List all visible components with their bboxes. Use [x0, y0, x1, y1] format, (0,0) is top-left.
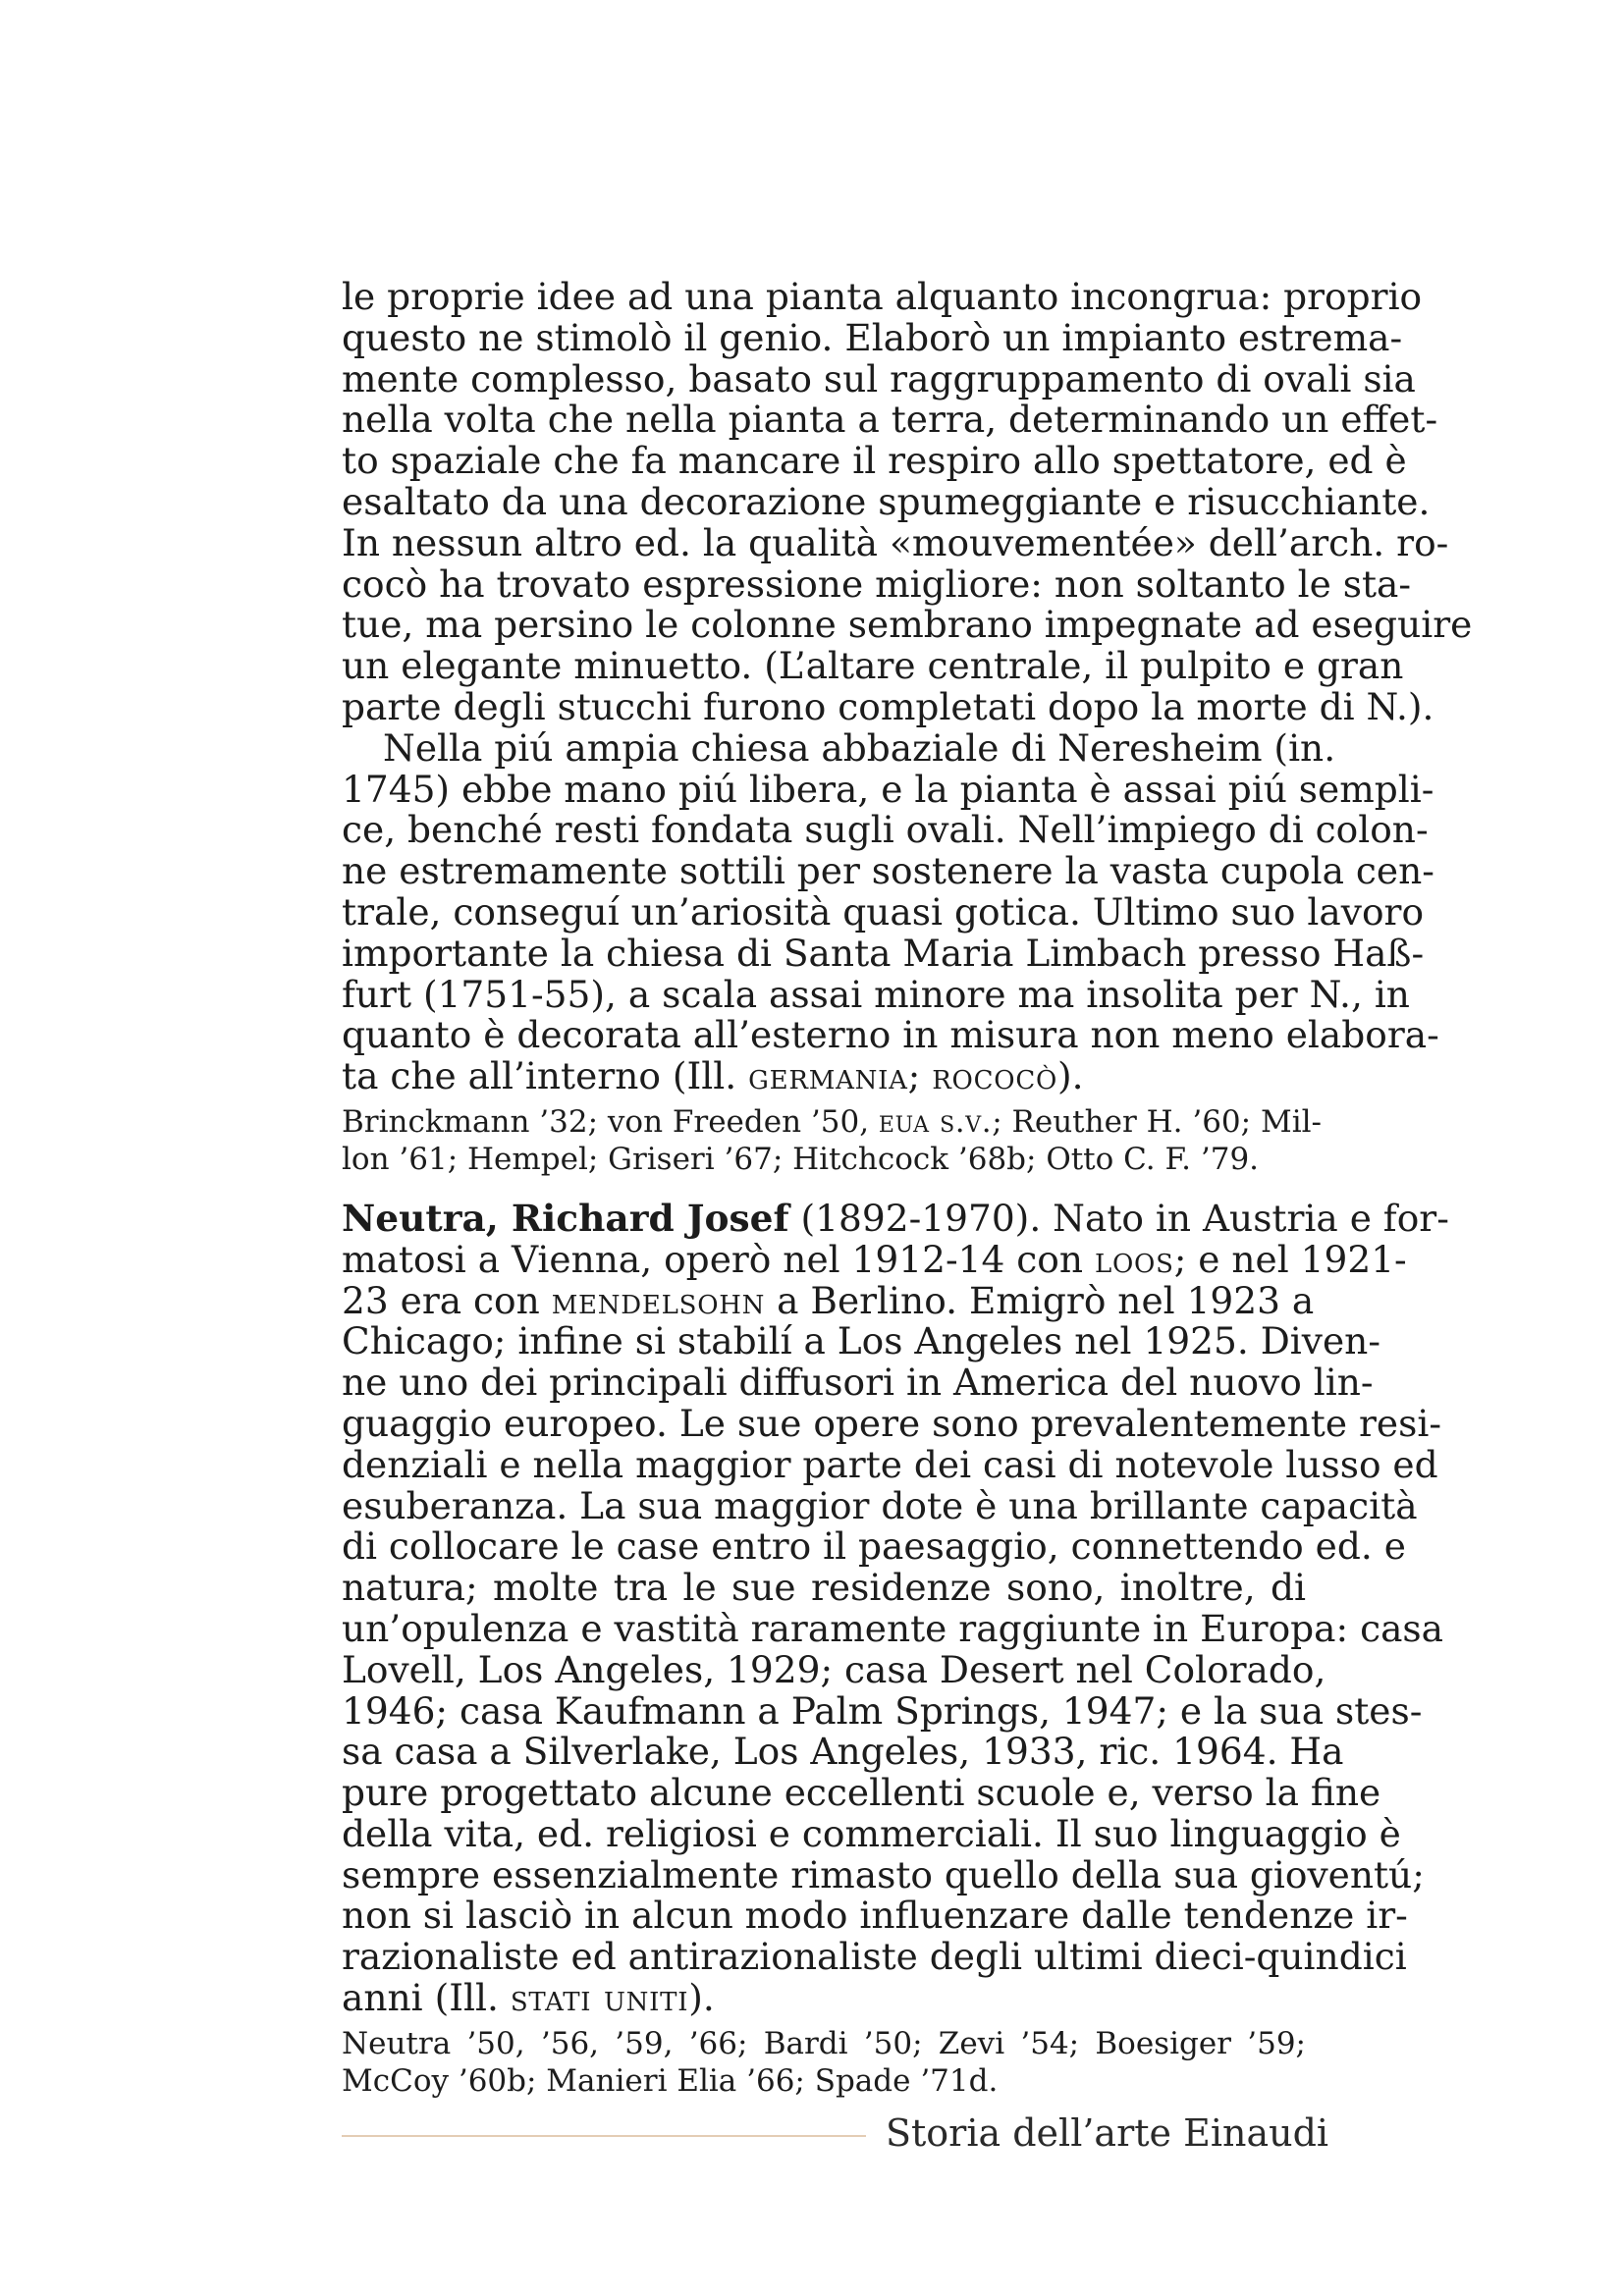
text-line: della vita, ed. religiosi e commerciali. Il suo linguaggio è	[342, 1811, 1401, 1855]
text-fragment: matosi a Vienna, operò nel 1912-14 con	[342, 1237, 1095, 1281]
text-line: trale, conseguí un’ariosità quasi gotica. Ultimo suo lavoro	[342, 889, 1425, 934]
text-fragment: ).	[1057, 1054, 1084, 1098]
text-fragment: ;	[907, 1054, 933, 1098]
cross-reference-link[interactable]: loos	[1094, 1237, 1174, 1281]
text-line: furt (1751-55), a scala assai minore ma insolita per N., in	[342, 972, 1410, 1016]
text-line	[342, 1978, 1306, 2019]
bibliography-line: lon ’61; Hempel; Griseri ’67; Hitchcock ’68b; Otto C. F. ’79.	[342, 1141, 1260, 1177]
text-line: 1946; casa Kaufmann a Palm Springs, 1947; e la sua stes-	[342, 1688, 1423, 1733]
text-line: questo ne stimolò il genio. Elaborò un impianto estrema-	[342, 315, 1403, 359]
footer-rule	[342, 2135, 866, 2137]
main-text-column	[342, 275, 1473, 2100]
text-fragment: ta che all’interno (Ill.	[342, 1054, 749, 1098]
text-line: pure progettato alcune eccellenti scuole e, verso la fine	[342, 1771, 1381, 1815]
text-line: tue, ma persino le colonne sembrano impegnate ad eseguire	[342, 603, 1473, 647]
text-line: razionaliste ed antirazionaliste degli ultimi dieci-quindici	[342, 1935, 1407, 1979]
footer-title: Storia dell’arte Einaudi	[886, 2111, 1329, 2155]
text-line	[342, 1278, 1315, 1322]
text-line: natura; molte tra le sue residenze sono, inoltre, di	[342, 1566, 1306, 1610]
text-line: ce, benché resti fondata sugli ovali. Nell’impiego di colon-	[342, 808, 1429, 852]
text-line: Chicago; infine si stabilí a Los Angeles nel 1925. Diven-	[342, 1319, 1380, 1363]
cross-reference-link[interactable]: rococò	[932, 1054, 1058, 1098]
text-line	[342, 1056, 1306, 1097]
text-line: cocò ha trovato espressione migliore: non soltanto le sta-	[342, 561, 1412, 606]
text-line: mente complesso, basato sul raggruppamento di ovali sia	[342, 356, 1416, 400]
spacer	[342, 1178, 1306, 1199]
cross-reference-link[interactable]: stati uniti	[510, 1976, 689, 2020]
text-line: un elegante minuetto. (L’altare centrale, il pulpito e gran	[342, 644, 1404, 688]
text-line: 1745) ebbe mano piú libera, e la pianta è assai piú sempli-	[342, 767, 1434, 811]
abbreviation: eua s.v.	[878, 1103, 993, 1140]
text-line: ne estremamente sottili per sostenere la vasta cupola cen-	[342, 849, 1434, 893]
text-line: In nessun altro ed. la qualità «mouvementée» dell’arch. ro-	[342, 520, 1449, 564]
text-line: Lovell, Los Angeles, 1929; casa Desert nel Colorado,	[342, 1647, 1326, 1691]
text-line: to spaziale che fa mancare il respiro allo spettatore, ed è	[342, 439, 1407, 483]
text-line	[342, 1196, 1449, 1240]
text-fragment: 23 era con	[342, 1278, 552, 1322]
bibliography-line: McCoy ’60b; Manieri Elia ’66; Spade ’71d.	[342, 2062, 999, 2099]
bibliography	[342, 1103, 1322, 1178]
bibliography-line: Neutra ’50, ’56, ’59, ’66; Bardi ’50; Zevi ’54; Boesiger ’59;	[342, 2025, 1306, 2061]
text-line: quanto è decorata all’esterno in misura non meno elabora-	[342, 1013, 1439, 1057]
text-fragment: (1892-1970). Nato in Austria e for-	[788, 1196, 1449, 1240]
text-fragment: ; e nel 1921-	[1173, 1237, 1407, 1281]
text-fragment: anni (Ill.	[342, 1976, 511, 2020]
text-fragment: Brinckmann ’32; von Freeden ’50,	[342, 1103, 879, 1140]
paragraph-1	[342, 275, 1473, 728]
bibliography	[342, 2025, 1306, 2100]
text-fragment: ; Reuther H. ’60; Mil-	[992, 1103, 1322, 1140]
entry-headword: Neutra, Richard Josef	[342, 1196, 789, 1240]
text-line: importante la chiesa di Santa Maria Limbach presso Haß-	[342, 931, 1425, 975]
text-fragment: a Berlino. Emigrò nel 1923 a	[765, 1278, 1315, 1322]
text-fragment: ).	[688, 1976, 715, 2020]
text-line: sa casa a Silverlake, Los Angeles, 1933, ric. 1964. Ha	[342, 1730, 1344, 1774]
entry-continuation	[342, 275, 1473, 1178]
text-line	[342, 1237, 1407, 1281]
text-line: parte degli stucchi furono completati dopo la morte di N.).	[342, 684, 1434, 728]
text-line: esaltato da una decorazione spumeggiante e risucchiante.	[342, 479, 1431, 523]
bibliography-line	[342, 1103, 1322, 1141]
text-line: di collocare le case entro il paesaggio, connettendo ed. e	[342, 1524, 1406, 1569]
text-line: Nella piú ampia chiesa abbaziale di Neresheim (in.	[383, 725, 1336, 770]
text-line: non si lasciò in alcun modo influenzare dalle tendenze ir-	[342, 1894, 1408, 1938]
text-line: le proprie idee ad una pianta alquanto incongrua: proprio	[342, 275, 1423, 318]
cross-reference-link[interactable]: mendelsohn	[551, 1278, 766, 1322]
paragraph-2	[342, 725, 1439, 1098]
text-line: esuberanza. La sua maggior dote è una brillante capacità	[342, 1483, 1418, 1527]
text-line: ne uno dei principali diffusori in America del nuovo lin-	[342, 1361, 1374, 1405]
text-line: guaggio europeo. Le sue opere sono prevalentemente resi-	[342, 1401, 1442, 1445]
text-line: nella volta che nella pianta a terra, determinando un effet-	[342, 398, 1438, 442]
text-line: sempre essenzialmente rimasto quello della sua gioventú;	[342, 1852, 1425, 1896]
entry-neutra	[342, 1196, 1449, 2100]
cross-reference-link[interactable]: germania	[748, 1054, 908, 1098]
text-line: un’opulenza e vastità raramente raggiunte in Europa: casa	[342, 1606, 1444, 1650]
text-line: denziali e nella maggior parte dei casi di notevole lusso ed	[342, 1442, 1438, 1486]
